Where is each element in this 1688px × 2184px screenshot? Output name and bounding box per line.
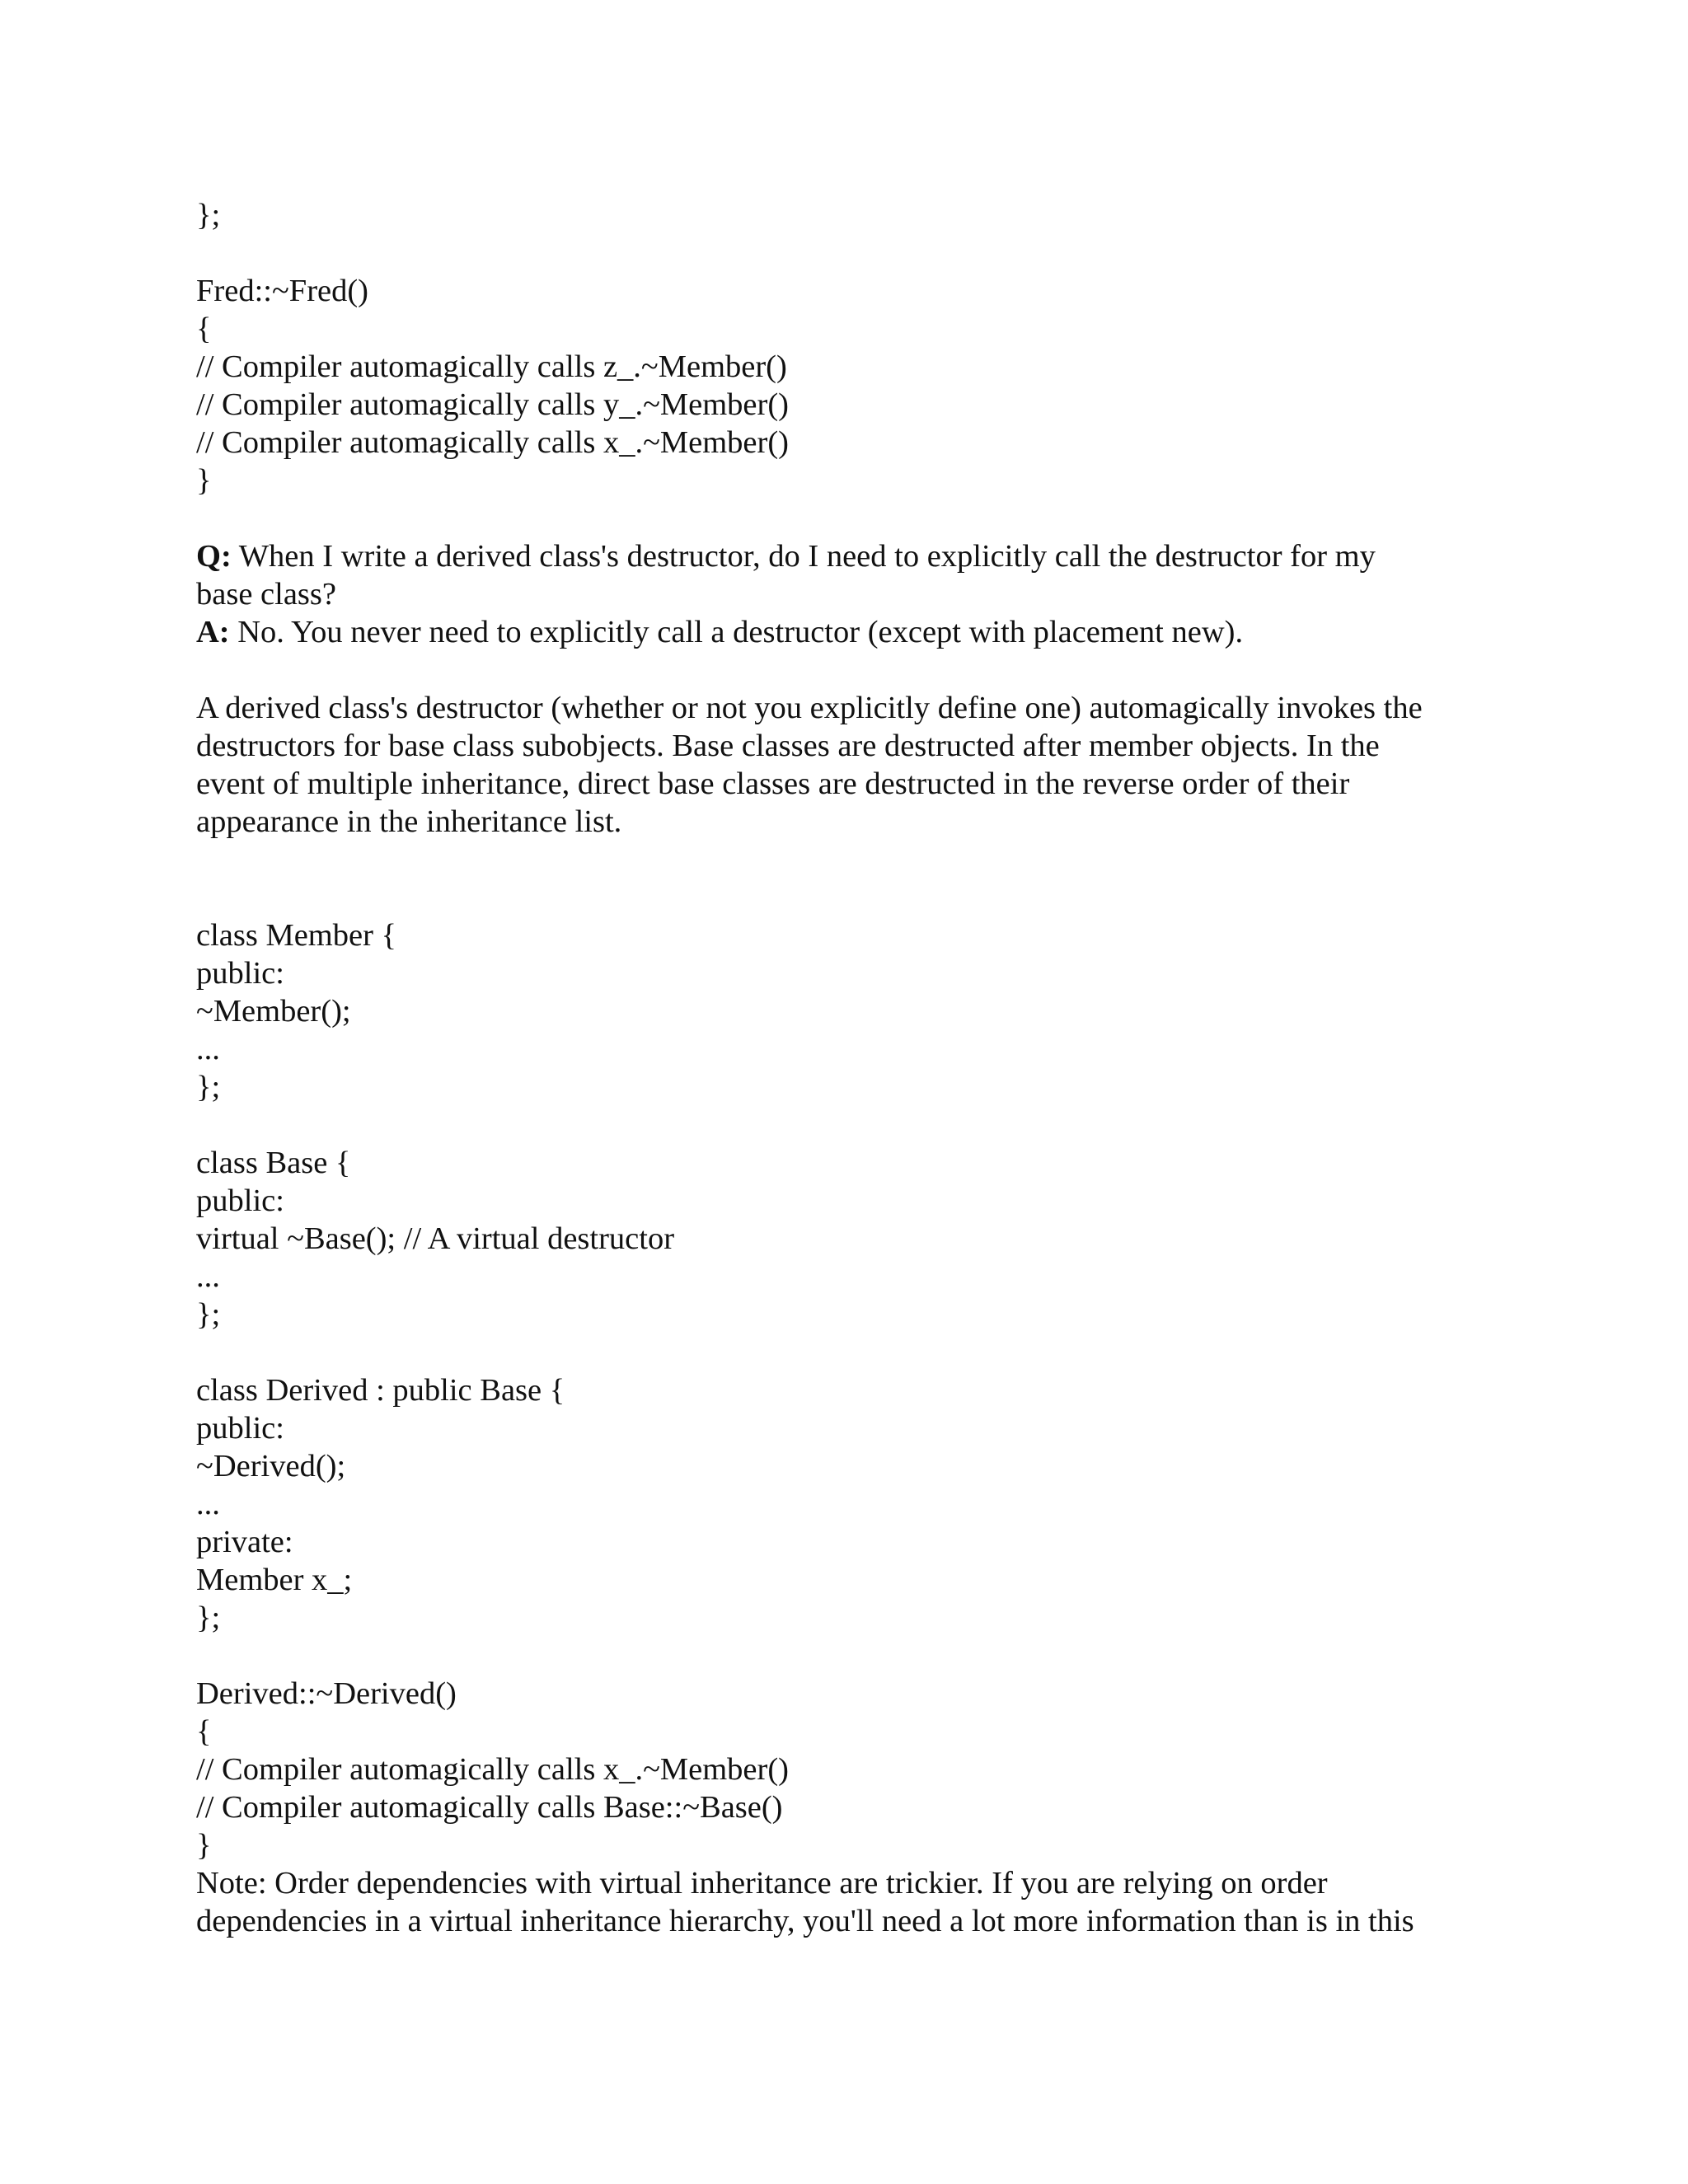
code-line: ... bbox=[196, 1259, 220, 1294]
code-line: } bbox=[196, 1828, 212, 1863]
code-line: virtual ~Base(); // A virtual destructor bbox=[196, 1221, 675, 1256]
code-line: class Derived : public Base { bbox=[196, 1373, 565, 1408]
blank-line bbox=[196, 234, 1498, 272]
spacer bbox=[196, 499, 1498, 537]
paragraph-line: appearance in the inheritance list. bbox=[196, 804, 622, 839]
paragraph-line: A derived class's destructor (whether or not you explicitly define one) automagically invokes the bbox=[196, 691, 1423, 725]
fred-destructor-block bbox=[196, 196, 1498, 499]
code-line: // Compiler automagically calls y_.~Member() bbox=[196, 387, 789, 422]
code-line: ... bbox=[196, 1032, 220, 1066]
paragraph-line: destructors for base class subobjects. Base classes are destructed after member objects. In the bbox=[196, 729, 1380, 763]
code-line: // Compiler automagically calls x_.~Member() bbox=[196, 1752, 789, 1787]
code-line: ~Derived(); bbox=[196, 1449, 346, 1483]
code-line: Member x_; bbox=[196, 1563, 353, 1597]
blank-line bbox=[196, 1333, 1498, 1371]
code-example bbox=[196, 916, 1498, 1864]
question-text-continued: base class? bbox=[196, 577, 336, 612]
document-page bbox=[196, 196, 1498, 1940]
code-line: Derived::~Derived() bbox=[196, 1676, 457, 1711]
question-text: When I write a derived class's destructor, do I need to explicitly call the destructor for my bbox=[231, 539, 1376, 574]
question-line bbox=[196, 537, 1498, 575]
code-line: private: bbox=[196, 1525, 293, 1559]
code-line: { bbox=[196, 312, 212, 346]
code-line: public: bbox=[196, 956, 284, 991]
code-line: public: bbox=[196, 1411, 284, 1446]
answer-label: A: bbox=[196, 615, 230, 649]
qa-block bbox=[196, 537, 1498, 651]
blank-line bbox=[196, 1637, 1498, 1675]
answer-text: No. You never need to explicitly call a destructor (except with placement new). bbox=[229, 615, 1244, 649]
code-line: ... bbox=[196, 1487, 220, 1521]
blank-line bbox=[196, 1106, 1498, 1144]
explanation-paragraph bbox=[196, 689, 1498, 841]
code-line: // Compiler automagically calls x_.~Member() bbox=[196, 425, 789, 460]
spacer bbox=[196, 841, 1498, 916]
code-line: }; bbox=[196, 1297, 221, 1332]
question-label: Q: bbox=[196, 539, 232, 574]
note-line: Note: Order dependencies with virtual inheritance are trickier. If you are relying on order bbox=[196, 1866, 1328, 1900]
code-line: { bbox=[196, 1714, 212, 1749]
code-line: }; bbox=[196, 198, 221, 232]
code-line: ~Member(); bbox=[196, 994, 351, 1029]
note-line: dependencies in a virtual inheritance hierarchy, you'll need a lot more information than is in this bbox=[196, 1904, 1414, 1938]
code-line: }; bbox=[196, 1601, 221, 1635]
code-line: Fred::~Fred() bbox=[196, 274, 369, 308]
code-line: class Base { bbox=[196, 1146, 351, 1180]
code-line: // Compiler automagically calls Base::~Base() bbox=[196, 1790, 783, 1825]
answer-line bbox=[196, 613, 1498, 651]
note-paragraph bbox=[196, 1864, 1498, 1940]
spacer bbox=[196, 651, 1498, 689]
code-line: public: bbox=[196, 1183, 284, 1218]
code-line: } bbox=[196, 463, 212, 498]
paragraph-line: event of multiple inheritance, direct base classes are destructed in the reverse order of their bbox=[196, 766, 1350, 801]
code-line: class Member { bbox=[196, 918, 396, 953]
code-line: // Compiler automagically calls z_.~Member() bbox=[196, 349, 787, 384]
code-line: }; bbox=[196, 1070, 221, 1104]
